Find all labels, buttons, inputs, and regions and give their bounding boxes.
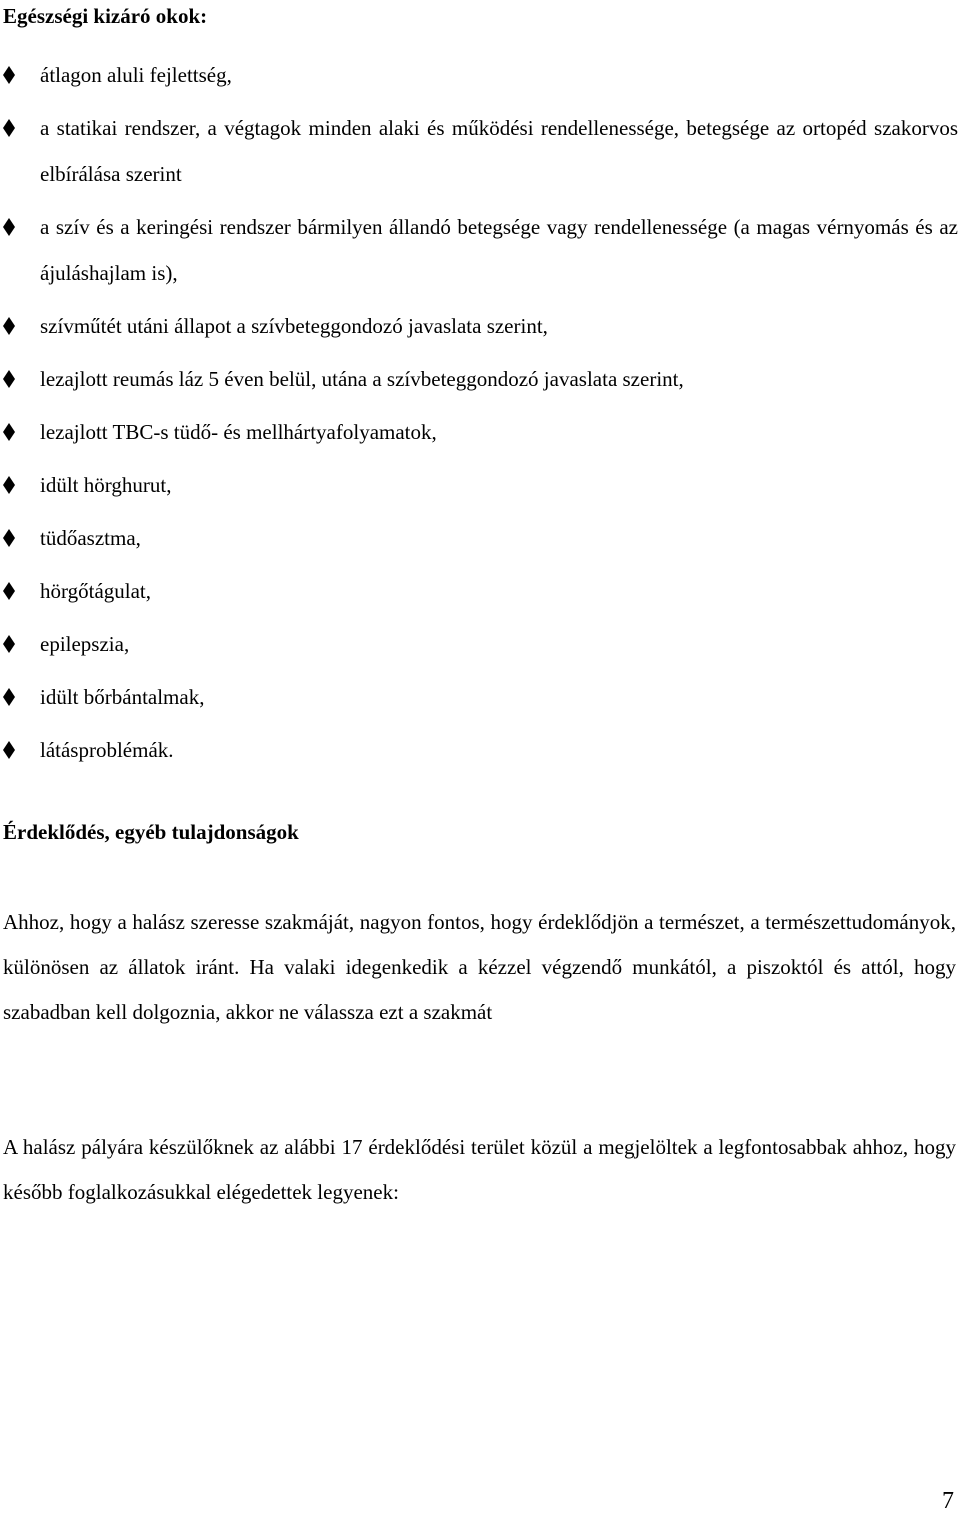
list-item bbox=[0, 356, 958, 402]
list-item bbox=[0, 105, 958, 197]
list-item-text: lezajlott reumás láz 5 éven belül, utána a szívbeteggondozó javaslata szerint, bbox=[40, 367, 684, 391]
diamond-bullet-icon bbox=[1, 204, 17, 250]
diamond-bullet-icon bbox=[1, 674, 17, 720]
list-item-text: szívműtét utáni állapot a szívbeteggondozó javaslata szerint, bbox=[40, 314, 548, 338]
list-item-text: a szív és a keringési rendszer bármilyen állandó betegsége vagy rendellenessége (a magas vérnyomás és az ájuláshajlam is), bbox=[40, 215, 958, 285]
list-item-text: idült hörghurut, bbox=[40, 473, 172, 497]
list-item bbox=[0, 204, 958, 296]
list-item bbox=[0, 568, 958, 614]
diamond-bullet-icon bbox=[1, 356, 17, 402]
paragraph-interest-areas-intro: A halász pályára készülőknek az alábbi 17 érdeklődési terület közül a megjelöltek a legfontosabbak ahhoz, hogy később foglalkozásukkal elégedettek legyenek: bbox=[3, 1135, 956, 1204]
diamond-bullet-icon bbox=[1, 568, 17, 614]
page-number: 7 bbox=[942, 1488, 954, 1514]
diamond-bullet-icon bbox=[1, 727, 17, 773]
diamond-bullet-icon bbox=[1, 409, 17, 455]
list-item bbox=[0, 52, 958, 98]
health-exclusions-list bbox=[0, 52, 958, 780]
diamond-bullet-icon bbox=[1, 621, 17, 667]
diamond-bullet-icon bbox=[1, 303, 17, 349]
list-item-text: hörgőtágulat, bbox=[40, 579, 152, 603]
section-heading-interests: Érdeklődés, egyéb tulajdonságok bbox=[3, 820, 299, 844]
list-item bbox=[0, 409, 958, 455]
list-item-text: átlagon aluli fejlettség, bbox=[40, 63, 232, 87]
diamond-bullet-icon bbox=[1, 515, 17, 561]
list-item-text: idült bőrbántalmak, bbox=[40, 685, 205, 709]
list-item bbox=[0, 674, 958, 720]
list-item bbox=[0, 727, 958, 773]
list-item-text: tüdőasztma, bbox=[40, 526, 141, 550]
list-item bbox=[0, 621, 958, 667]
diamond-bullet-icon bbox=[1, 462, 17, 508]
list-item-text: epilepszia, bbox=[40, 632, 130, 656]
diamond-bullet-icon bbox=[1, 52, 17, 98]
paragraph-interests: Ahhoz, hogy a halász szeresse szakmáját, nagyon fontos, hogy érdeklődjön a természet, a természettudományok, különösen az állatok iránt. Ha valaki idegenkedik a kézzel végzendő munkától, a piszoktól és attól, hogy szabadban kell dolgoznia, akkor ne válassza ezt a szakmát bbox=[3, 910, 956, 1024]
list-item-text: látásproblémák. bbox=[40, 738, 174, 762]
list-item-text: lezajlott TBC-s tüdő- és mellhártyafolyamatok, bbox=[40, 420, 437, 444]
section-heading-health-exclusions: Egészségi kizáró okok: bbox=[3, 4, 208, 28]
diamond-bullet-icon bbox=[1, 105, 17, 151]
list-item bbox=[0, 462, 958, 508]
list-item-text: a statikai rendszer, a végtagok minden alaki és működési rendellenessége, betegsége az ortopéd szakorvos elbírálása szerint bbox=[40, 116, 958, 186]
list-item bbox=[0, 515, 958, 561]
list-item bbox=[0, 303, 958, 349]
